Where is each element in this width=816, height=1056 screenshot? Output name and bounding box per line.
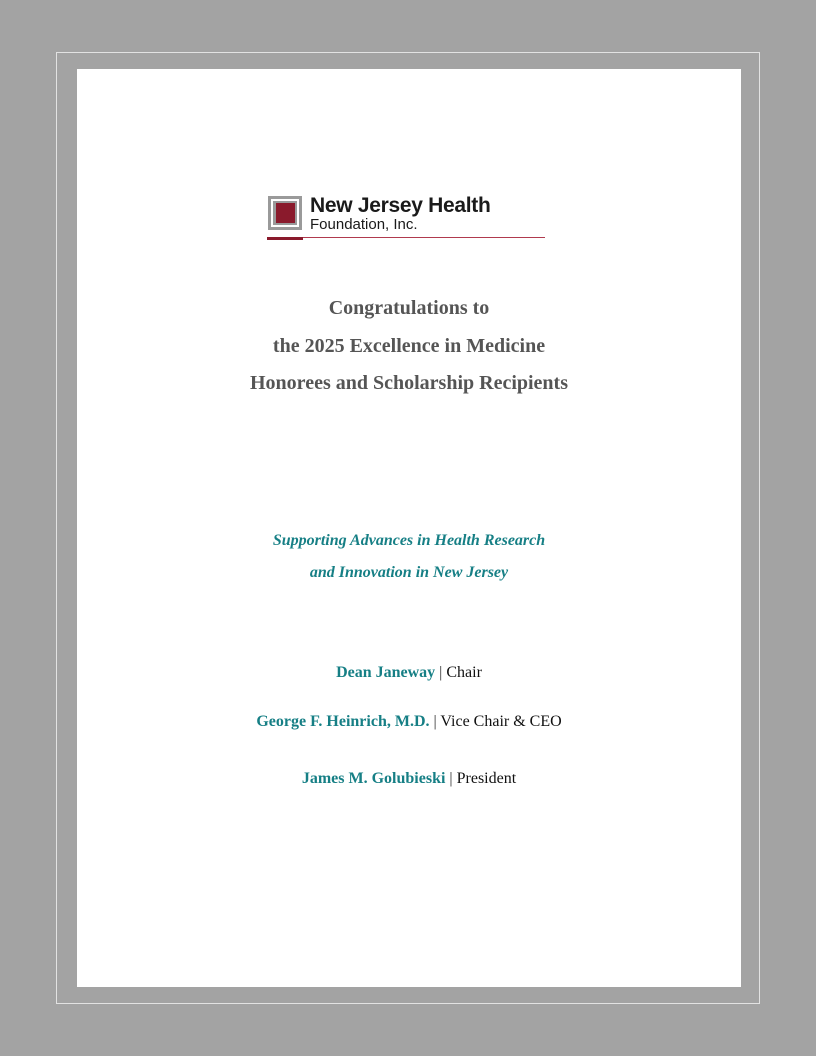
officer-title: Chair	[446, 664, 482, 681]
officer-name: Dean Janeway	[336, 664, 436, 681]
officer-separator: |	[449, 770, 453, 787]
officer-vice-chair	[77, 711, 741, 733]
logo-subtitle-text: Foundation, Inc.	[310, 216, 418, 233]
tagline-line: and Innovation in New Jersey	[309, 564, 509, 581]
officer-president	[77, 768, 741, 790]
officer-title: President	[456, 770, 517, 787]
officer-separator: |	[433, 713, 437, 730]
officer-separator: |	[439, 664, 443, 681]
logo-divider-accent	[267, 237, 303, 240]
foundation-logo	[267, 193, 547, 241]
headline-line: the 2025 Excellence in Medicine	[272, 334, 546, 357]
officer-chair	[77, 662, 741, 684]
officer-name: George F. Heinrich, M.D.	[256, 713, 430, 730]
officer-title: Vice Chair & CEO	[440, 713, 562, 730]
logo-divider	[267, 237, 545, 238]
tagline	[77, 525, 741, 589]
document-page	[77, 69, 741, 987]
headline	[77, 290, 741, 403]
tagline-line: Supporting Advances in Health Research	[272, 532, 546, 549]
logo-name-text: New Jersey Health	[310, 194, 491, 217]
logo-mark-icon	[268, 196, 302, 230]
officer-name: James M. Golubieski	[301, 770, 446, 787]
headline-line: Honorees and Scholarship Recipients	[250, 372, 568, 394]
headline-line: Congratulations to	[328, 297, 490, 319]
